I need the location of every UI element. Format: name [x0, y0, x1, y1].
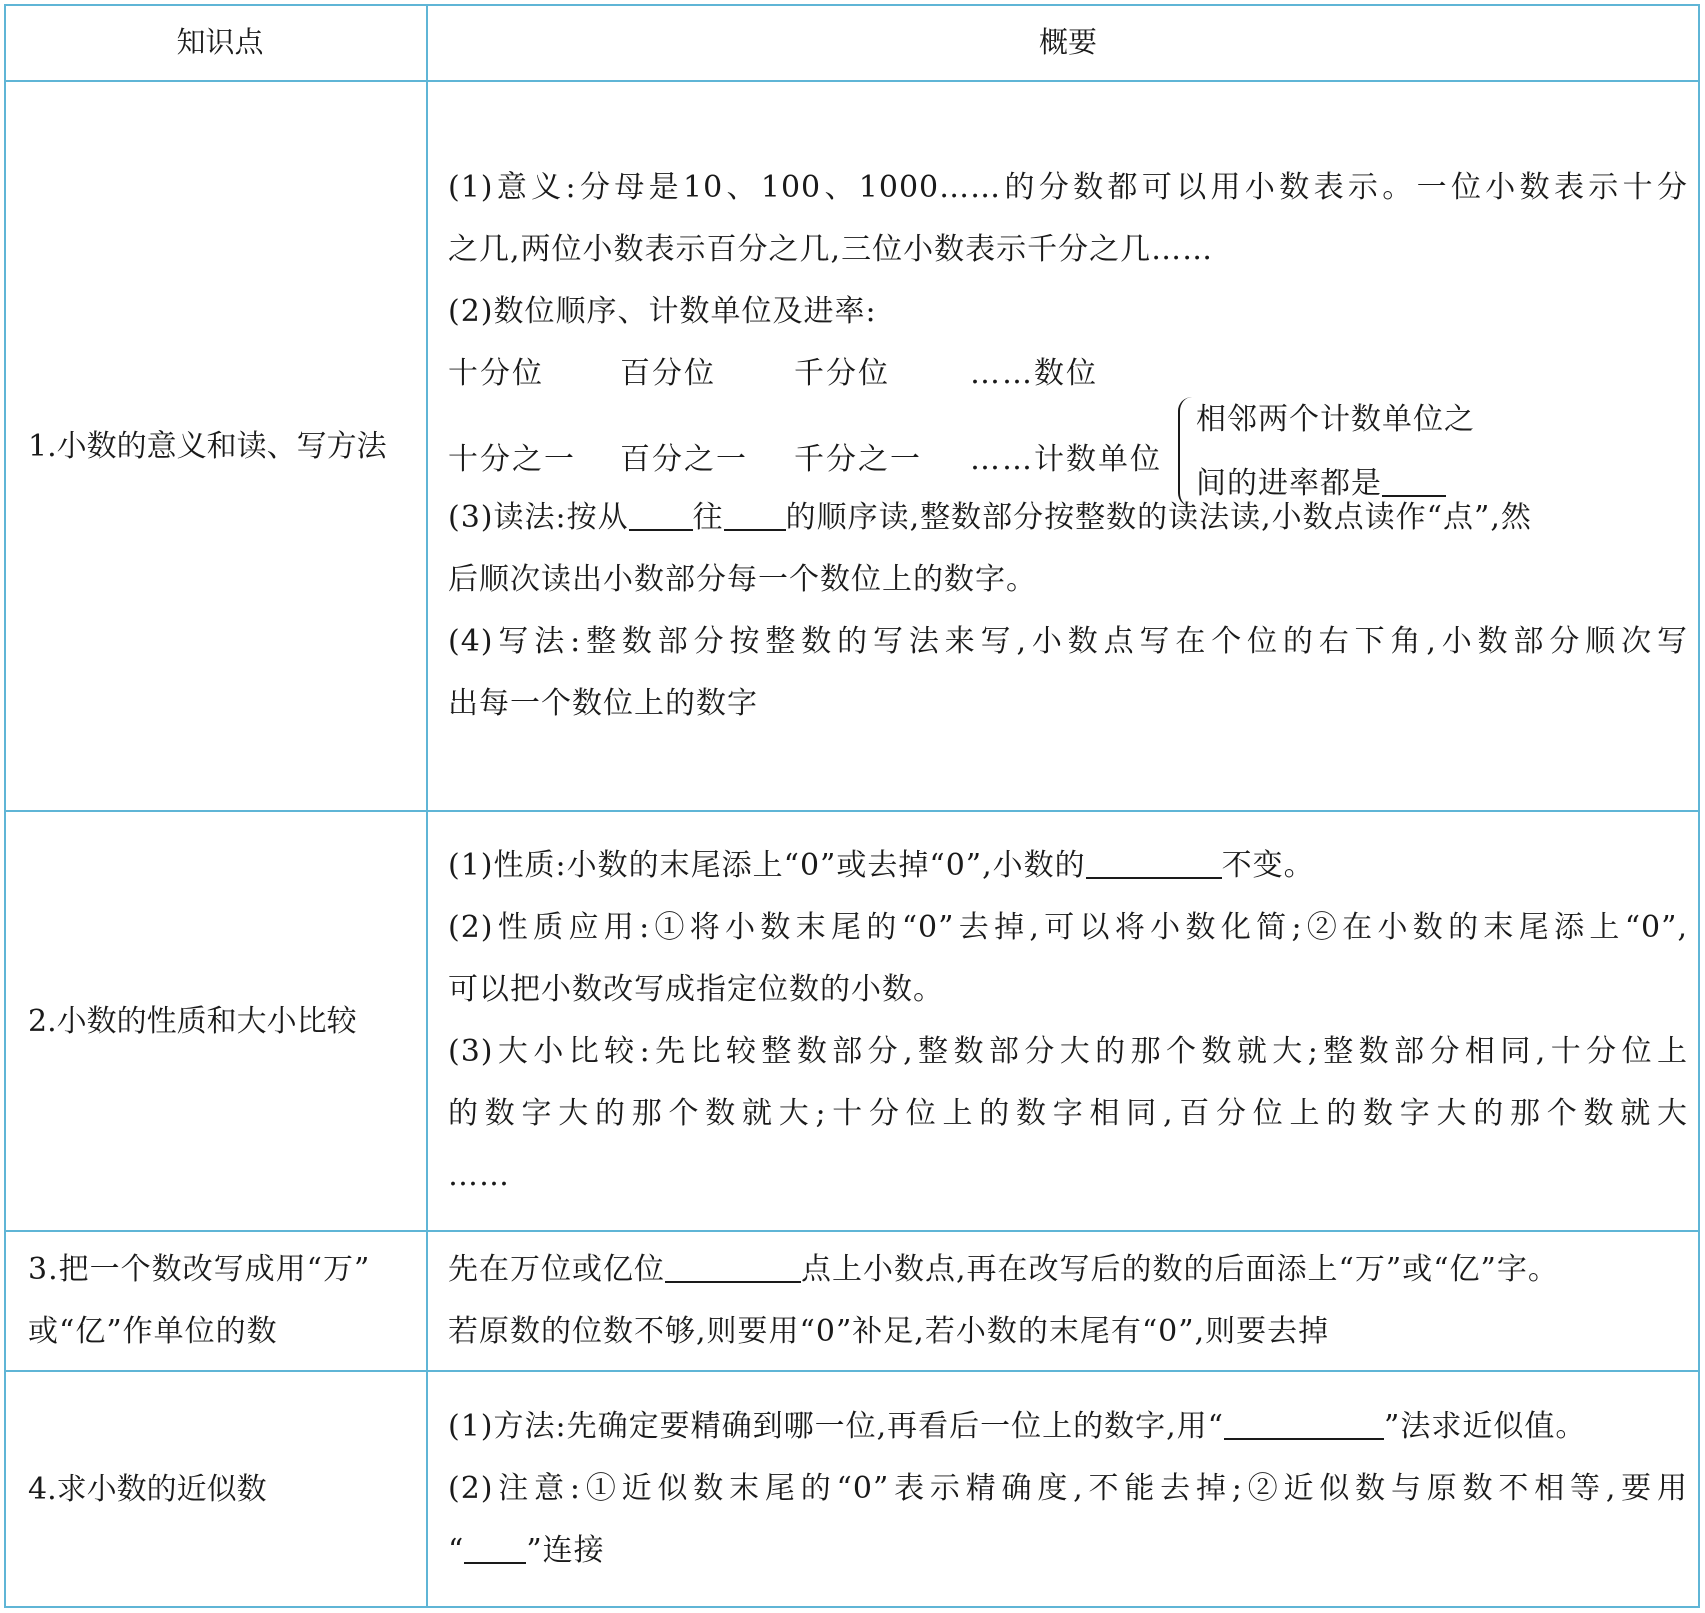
answer-blank[interactable]	[724, 495, 786, 531]
row4-line-1	[448, 1396, 1688, 1458]
row1-line-4-b: 往	[692, 500, 724, 535]
row4-line-1-a: (1)方法:先确定要精确到哪一位,再看后一位上的数字,用“	[448, 1409, 1225, 1444]
row4-line-2: (2)注意:①近似数末尾的“0”表示精确度,不能去掉;②近似数与原数不相等,要用	[448, 1471, 1688, 1506]
row2-title	[6, 812, 426, 1230]
unit-tenth: 十分之一	[448, 442, 576, 477]
row2-line-3: 可以把小数改写成指定位数的小数。	[448, 972, 944, 1007]
brace-text-2-label: 间的进率都是	[1196, 466, 1382, 501]
brace-text-1: 相邻两个计数单位之	[1196, 402, 1475, 437]
row2-line-1-a: (1)性质:小数的末尾添上“0”或去掉“0”,小数的	[448, 848, 1086, 883]
row1-line-4	[448, 487, 1688, 549]
row3-summary	[428, 1232, 1698, 1370]
row4-title	[6, 1372, 426, 1606]
header-knowledge-point: 知识点	[176, 25, 264, 60]
row1-line-5: 后顺次读出小数部分每一个数位上的数字。	[448, 562, 1037, 597]
row1-line-1: (1)意义:分母是10、100、1000……的分数都可以用小数表示。一位小数表示十分	[448, 170, 1688, 205]
row1-line-2: 之几,两位小数表示百分之几,三位小数表示千分之几……	[448, 232, 1214, 267]
row3-line-1-a: 先在万位或亿位	[448, 1252, 665, 1287]
row2-line-4: (3)大小比较:先比较整数部分,整数部分大的那个数就大;整数部分相同,十分位上	[448, 1034, 1688, 1069]
answer-blank[interactable]	[1224, 1404, 1384, 1440]
position-row	[448, 343, 1688, 405]
row3-title-line-1: 3.把一个数改写成用“万”	[28, 1252, 371, 1287]
row3-title-line-2: 或“亿”作单位的数	[28, 1314, 278, 1349]
row4-line-3-b: ”连接	[526, 1533, 605, 1568]
unit-thousandth: 千分之一	[794, 442, 922, 477]
row2-line-1	[448, 835, 1688, 897]
unit-label: ……计数单位	[970, 442, 1162, 477]
position-thousandths: 千分位	[794, 356, 890, 391]
row1-title	[6, 82, 426, 810]
row2-line-1-b: 不变。	[1221, 848, 1315, 883]
knowledge-table	[4, 4, 1700, 1608]
row3-line-2: 若原数的位数不够,则要用“0”补足,若小数的末尾有“0”,则要去掉	[448, 1314, 1330, 1349]
row1-summary	[428, 82, 1698, 810]
row4-summary	[428, 1372, 1698, 1606]
row1-line-4-a: (3)读法:按从	[448, 500, 629, 535]
brace-icon	[1178, 397, 1194, 507]
row1-line-6: (4)写法:整数部分按整数的写法来写,小数点写在个位的右下角,小数部分顺次写	[448, 624, 1688, 659]
answer-blank[interactable]	[464, 1528, 526, 1564]
row1-line-3: (2)数位顺序、计数单位及进率:	[448, 294, 877, 329]
header-summary: 概要	[1038, 25, 1097, 60]
row1-line-4-c: 的顺序读,整数部分按整数的读法读,小数点读作“点”,然	[785, 500, 1532, 535]
row1-title-text: 1.小数的意义和读、写方法	[28, 428, 387, 464]
row2-summary	[428, 812, 1698, 1230]
answer-blank[interactable]	[665, 1247, 801, 1283]
row2-title-text: 2.小数的性质和大小比较	[28, 1003, 357, 1039]
position-hundredths: 百分位	[620, 356, 716, 391]
row3-line-1-b: 点上小数点,再在改写后的数的后面添上“万”或“亿”字。	[801, 1252, 1559, 1287]
row4-title-text: 4.求小数的近似数	[28, 1471, 267, 1507]
row2-line-5: 的数字大的那个数就大;十分位上的数字相同,百分位上的数字大的那个数就大	[448, 1096, 1688, 1131]
answer-blank[interactable]	[629, 495, 693, 531]
row2-line-2: (2)性质应用:①将小数末尾的“0”去掉,可以将小数化简;②在小数的末尾添上“0”,	[448, 910, 1688, 945]
row2-line-6: ……	[448, 1158, 510, 1193]
answer-blank[interactable]	[1086, 843, 1222, 879]
position-label: ……数位	[970, 356, 1098, 391]
row3-title	[6, 1232, 426, 1370]
row3-line-1	[448, 1239, 1688, 1301]
row4-line-1-b: ”法求近似值。	[1384, 1409, 1587, 1444]
row1-line-7: 出每一个数位上的数字	[448, 686, 758, 721]
unit-hundredth: 百分之一	[620, 442, 748, 477]
brace-text-2	[1196, 453, 1446, 515]
unit-row	[448, 405, 1688, 477]
answer-blank[interactable]	[1382, 461, 1446, 497]
row4-line-3-a: “	[448, 1533, 465, 1568]
row4-line-3	[448, 1520, 1688, 1582]
place-value-chart	[448, 343, 1688, 501]
position-tenths: 十分位	[448, 356, 544, 391]
